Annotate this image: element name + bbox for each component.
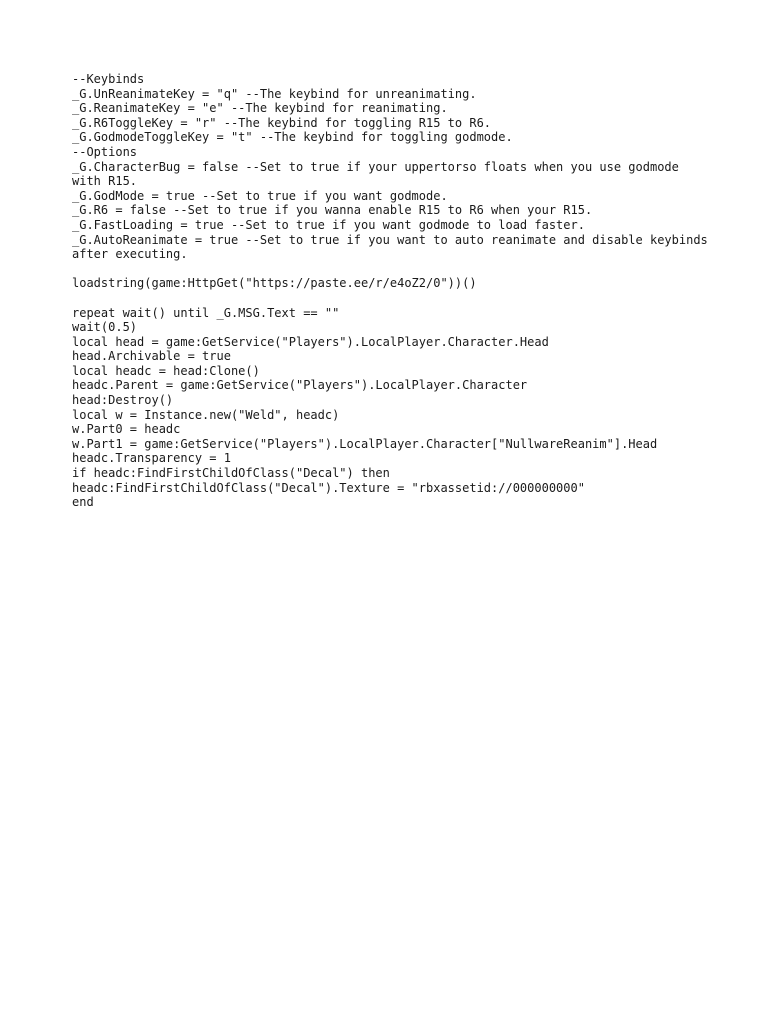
code-line: local headc = head:Clone() <box>72 363 260 378</box>
code-line: _G.R6 = false --Set to true if you wanna enable R15 to R6 when your R15. <box>72 203 593 218</box>
code-line: _G.GodmodeToggleKey = "t" --The keybind for toggling godmode. <box>72 130 513 145</box>
code-line: _G.FastLoading = true --Set to true if you want godmode to load faster. <box>72 217 585 232</box>
code-line: if headc:FindFirstChildOfClass("Decal") then <box>72 466 390 481</box>
code-line: end <box>72 495 94 510</box>
code-line: head.Archivable = true <box>72 349 231 364</box>
code-line: _G.UnReanimateKey = "q" --The keybind for unreanimating. <box>72 86 477 101</box>
code-line: _G.ReanimateKey = "e" --The keybind for reanimating. <box>72 101 448 116</box>
code-line: _G.AutoReanimate = true --Set to true if you want to auto reanimate and disable keybinds after executing. <box>72 232 715 262</box>
code-line: repeat wait() until _G.MSG.Text == "" <box>72 305 340 320</box>
code-line: headc.Transparency = 1 <box>72 451 231 466</box>
code-line: --Keybinds <box>72 72 145 86</box>
code-line: loadstring(game:HttpGet("https://paste.ee/r/e4oZ2/0"))() <box>72 276 477 291</box>
code-line: head:Destroy() <box>72 393 174 408</box>
code-line: --Options <box>72 144 138 159</box>
blank-line <box>72 262 712 277</box>
code-line: local w = Instance.new("Weld", headc) <box>72 407 340 422</box>
code-line: headc:FindFirstChildOfClass("Decal").Texture = "rbxassetid://000000000" <box>72 480 585 495</box>
code-line: w.Part1 = game:GetService("Players").LocalPlayer.Character["NullwareReanim"].Head <box>72 436 658 451</box>
code-line: wait(0.5) <box>72 320 138 335</box>
code-line: headc.Parent = game:GetService("Players").LocalPlayer.Character <box>72 378 528 393</box>
code-text-block <box>72 72 715 510</box>
code-line: _G.CharacterBug = false --Set to true if your uppertorso floats when you use godmode with R15. <box>72 159 687 189</box>
code-line: local head = game:GetService("Players").LocalPlayer.Character.Head <box>72 334 549 349</box>
code-line: _G.R6ToggleKey = "r" --The keybind for toggling R15 to R6. <box>72 115 492 130</box>
code-line: w.Part0 = headc <box>72 422 181 437</box>
code-line: _G.GodMode = true --Set to true if you want godmode. <box>72 188 448 203</box>
blank-line <box>72 291 712 306</box>
